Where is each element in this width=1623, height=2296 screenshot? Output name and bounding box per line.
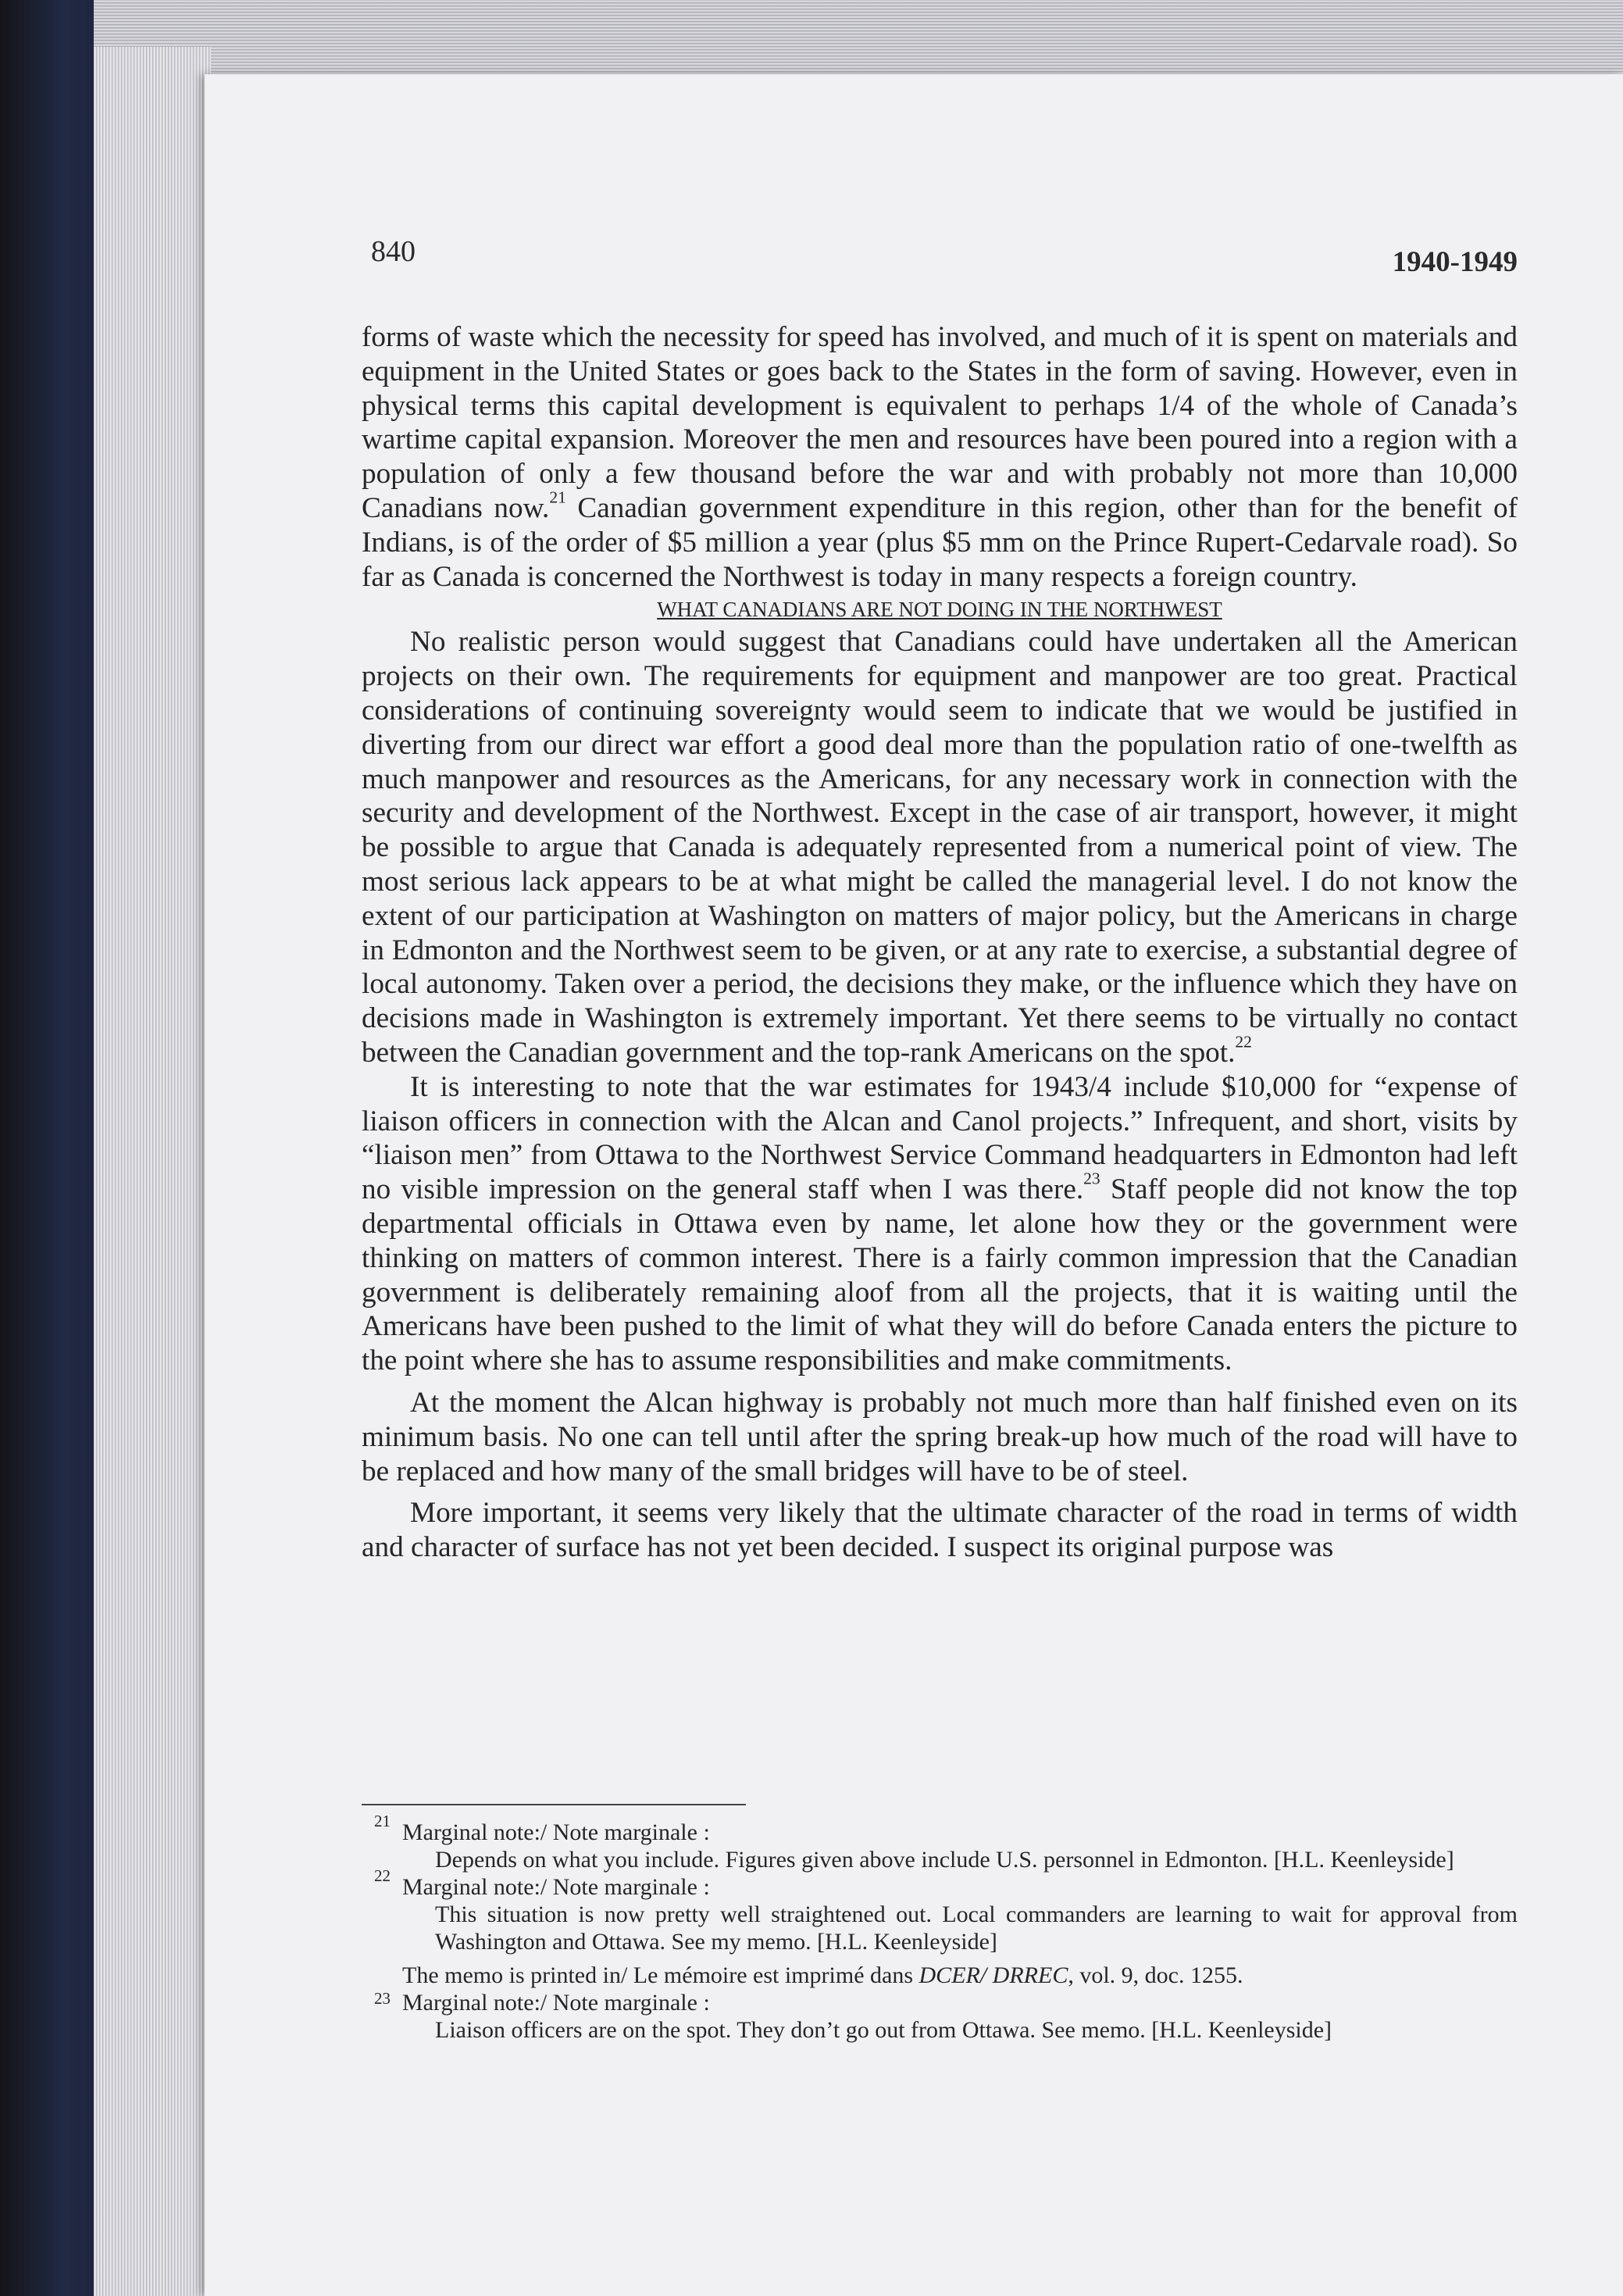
footnote: [362, 1812, 1518, 1873]
footnote-ref: 21: [549, 487, 566, 507]
footnote-ref: 23: [1083, 1169, 1100, 1188]
page-number: 840: [371, 235, 416, 268]
footnote-text: This situation is now pretty well straightened out. Local commanders are learning to wait for approval from Washington and Ottawa. See my memo. [H.L. Keenleyside]: [435, 1901, 1518, 1955]
paragraph: [362, 1070, 1518, 1378]
paragraph: At the moment the Alcan highway is probably not much more than half finished even on its minimum basis. No one can tell until after the spring break-up how much of the road will have to be replaced and how many of the small bridges will have to be of steel.: [362, 1386, 1518, 1487]
footnote-number: 22: [374, 1866, 391, 1885]
footnote-label: Marginal note:/ Note marginale :: [402, 1990, 710, 2016]
page-stack-side-edges: [94, 47, 211, 2296]
footnote-number: 21: [374, 1812, 391, 1830]
footnote-label: Marginal note:/ Note marginale :: [402, 1819, 710, 1845]
text-span: It is interesting to note that the war estimates for 1943/4 include $10,000 for “expense of liaison officers in connection with the Alcan and Canol projects.” Infrequent, and short, visits by “liaison men” from Ottawa to the Northwest Service Command headquarters in Edmonton had left no visible impression on the general staff when I was there.: [362, 1070, 1518, 1206]
footnote-text: Depends on what you include. Figures given above include U.S. personnel in Edmonton. [H.L. Keenleyside]: [435, 1847, 1454, 1873]
footnote: [362, 1962, 1518, 2044]
footnotes: [362, 1811, 1518, 2044]
paragraph: [362, 625, 1518, 1069]
footnote-rule: [362, 1804, 746, 1805]
footnote-source-line: [402, 1962, 1518, 1989]
footnote-label: Marginal note:/ Note marginale :: [402, 1874, 710, 1900]
running-head: 1940-1949: [1392, 246, 1518, 278]
text-span: , vol. 9, doc. 1255.: [1068, 1962, 1243, 1988]
text-span: No realistic person would suggest that Canadians could have undertaken all the American projects on their own. The requirements for equipment and manpower are too great. Practical considerations of continuing sovereignty would seem to indicate that we would be justified in diverting from our direct war effort a good deal more than the population ratio of one-twelfth as much manpower and resources as the Americans, for any necessary work in connection with the security and development of the Northwest. Except in the case of air transport, however, it might be possible to argue that Canada is adequately represented from a numerical point of view. The most serious lack appears to be at what might be called the managerial level. I do not know the extent of our participation at Washington on matters of major policy, but the Americans in charge in Edmonton and the Northwest seem to be given, or at any rate to exercise, a substantial degree of local autonomy. Taken over a period, the decisions they make, or the influence which they have on decisions made in Washington is extremely important. Yet there seems to be virtually no contact between the Canadian government and the top-rank Americans on the spot.: [362, 626, 1518, 1069]
footnote: [362, 1866, 1518, 1955]
publication-title: DCER/ DRREC: [919, 1962, 1068, 1988]
text-span: Staff people did not know the top departmental officials in Ottawa even by name, let alone how they or the government were thinking on matters of common interest. There is a fairly common impression that the Canadian government is deliberately remaining aloof from all the projects, that it is waiting until the Americans have been pushed to the limit of what they will do before Canada enters the picture to the point where she has to assume responsibilities and make commitments.: [362, 1173, 1518, 1377]
text-span: The memo is printed in/ Le mémoire est imprimé dans: [402, 1962, 919, 1988]
paragraph: [362, 320, 1518, 594]
footnote-ref: 22: [1235, 1032, 1252, 1052]
footnote-number: 23: [374, 1989, 391, 2008]
text-span: Canadian government expenditure in this region, other than for the benefit of Indians, is of the order of $5 million a year (plus $5 mm on the Prince Rupert-Cedarvale road). So far as Canada is concerned the Northwest is today in many respects a foreign country.: [362, 491, 1518, 593]
paragraph: More important, it seems very likely that the ultimate character of the road in terms of width and character of surface has not yet been decided. I suspect its original purpose was: [362, 1497, 1518, 1564]
text-span: forms of waste which the necessity for speed has involved, and much of it is spent on materials and equipment in the United States or goes back to the States in the form of saving. However, even in physical terms this capital development is equivalent to perhaps 1/4 of the whole of Canada’s wartime capital expansion. Moreover the men and resources have been poured into a region with a population of only a few thousand before the war and with probably not more than 10,000 Canadians now.: [362, 321, 1518, 524]
section-heading: WHAT CANADIANS ARE NOT DOING IN THE NORTHWEST: [657, 598, 1222, 622]
body-text: [362, 320, 1518, 1565]
footnote-text: Liaison officers are on the spot. They don’t go out from Ottawa. See memo. [H.L. Keenleyside]: [435, 2017, 1332, 2043]
